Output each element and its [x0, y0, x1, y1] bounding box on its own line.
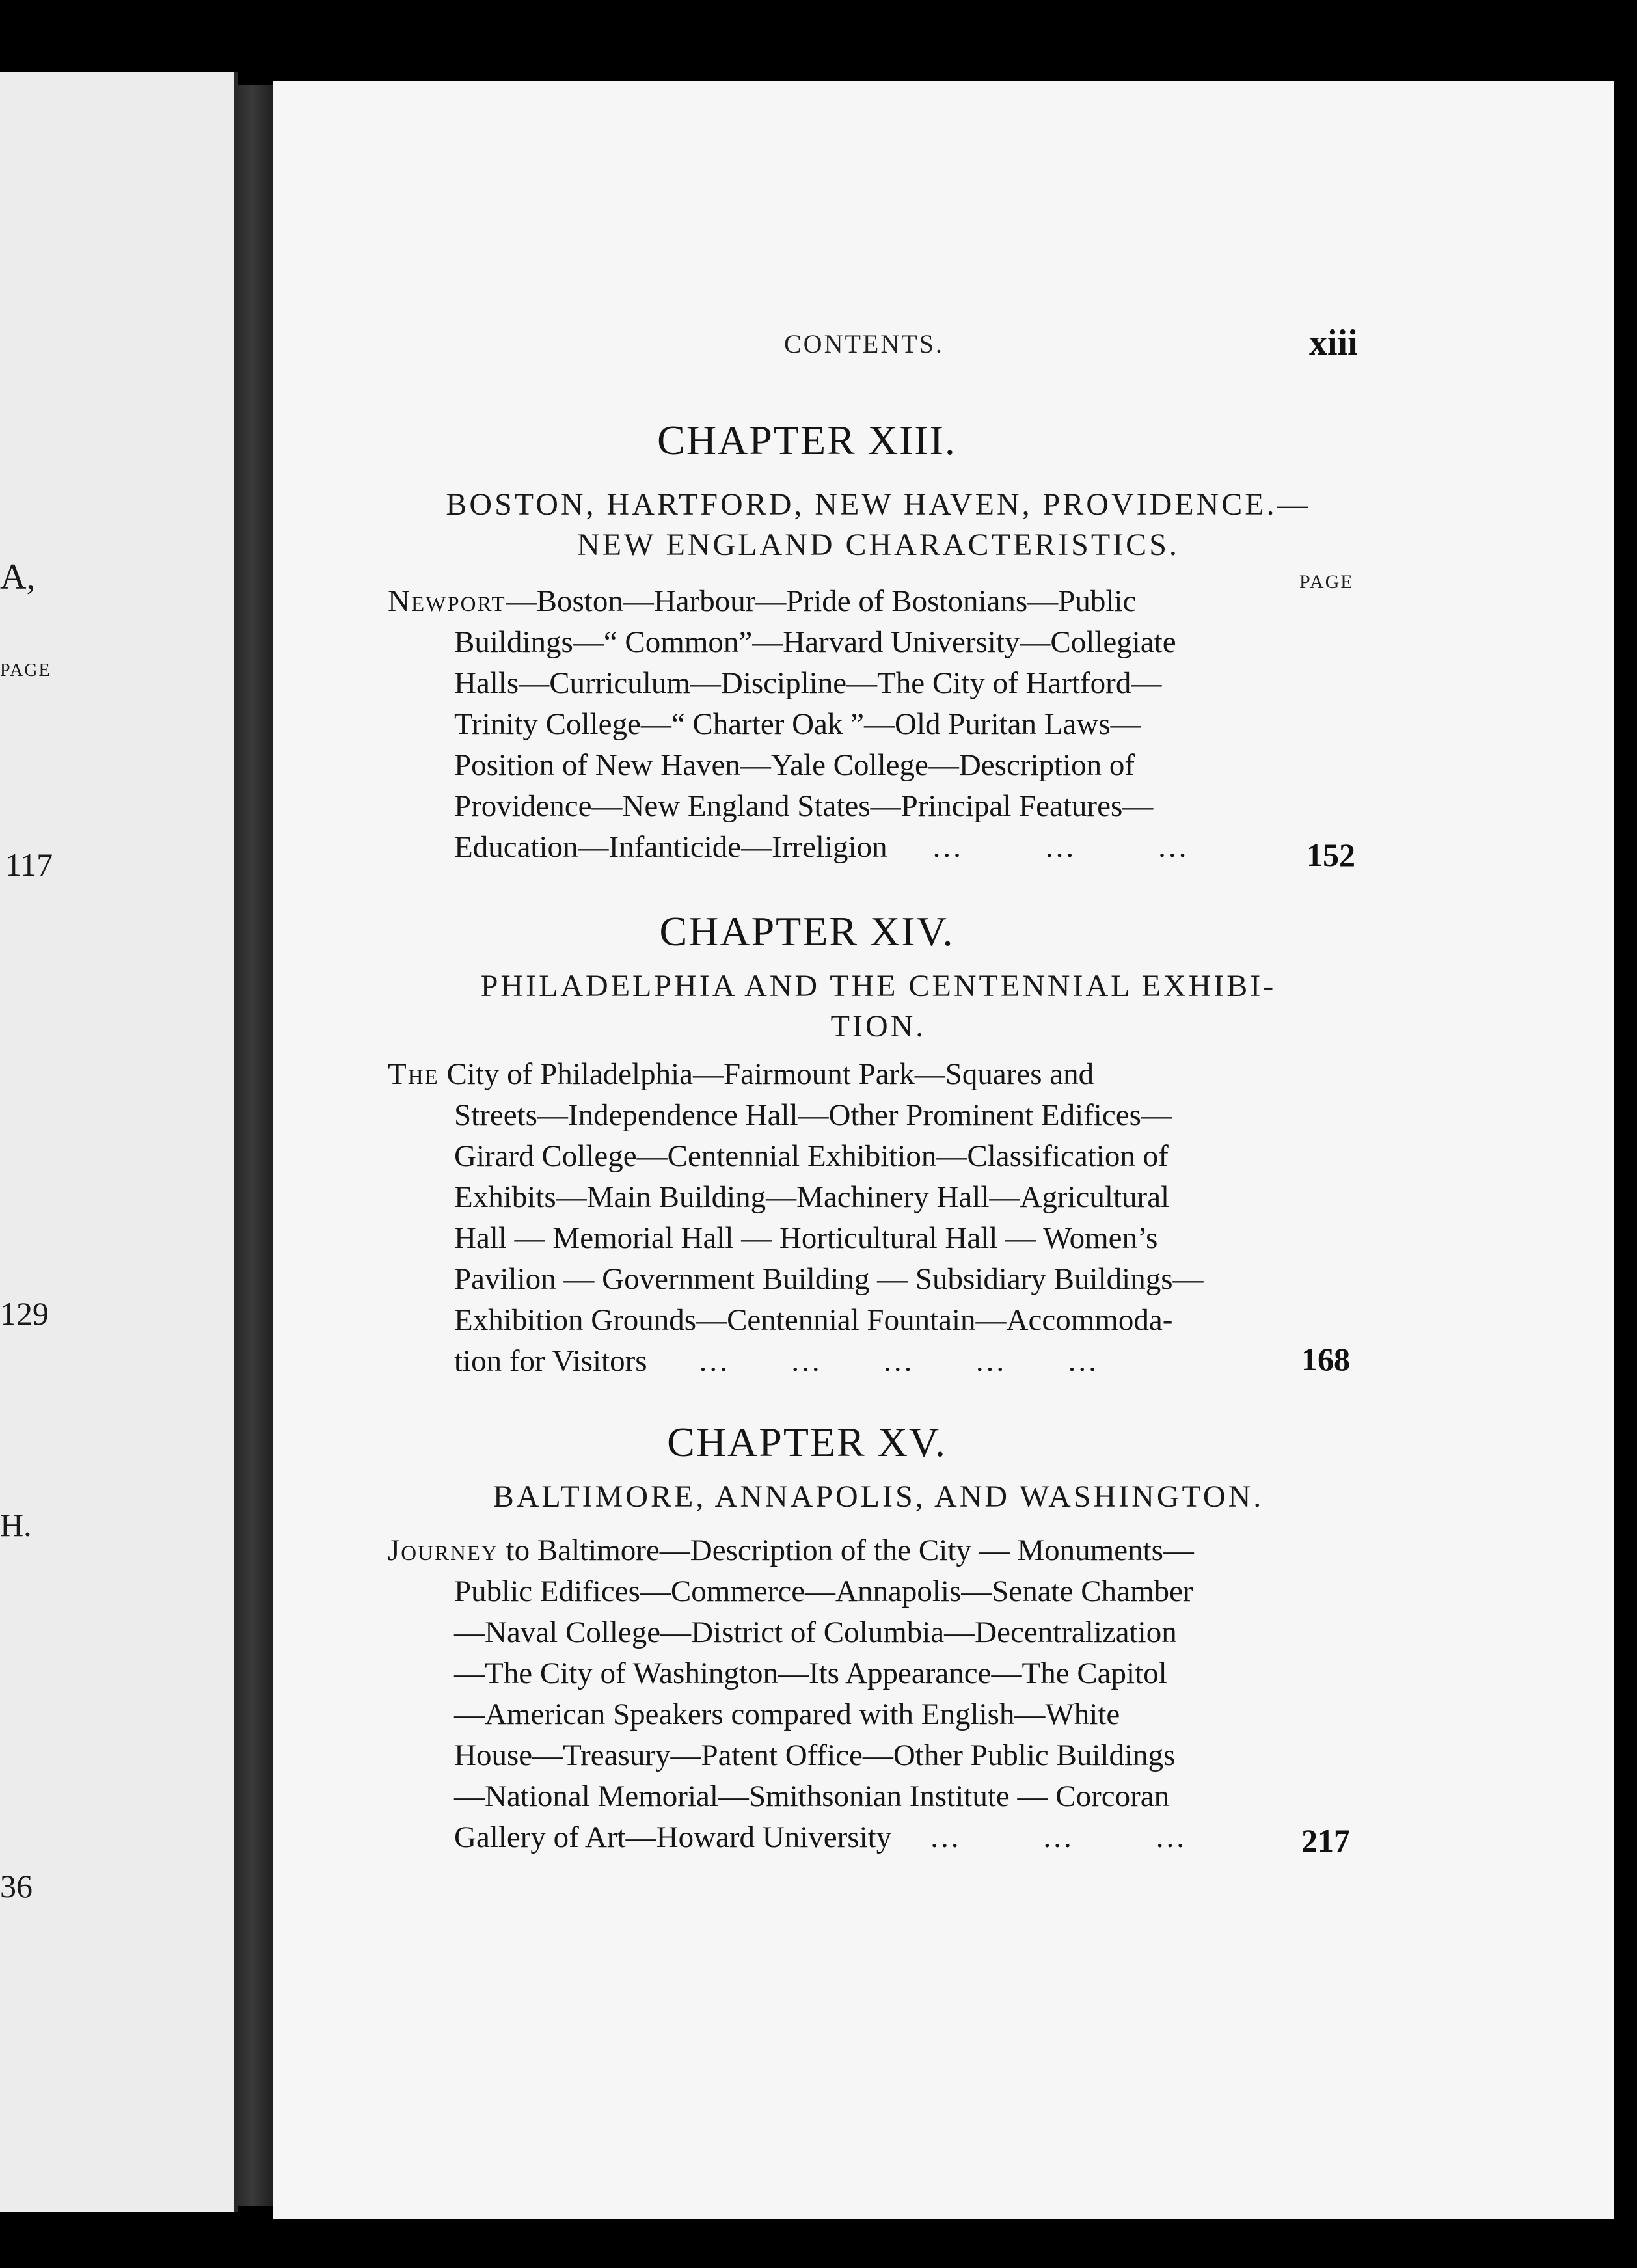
- previous-page-edge: [0, 72, 238, 2212]
- summary-lead-word: Journey: [388, 1533, 498, 1567]
- summary-line: House—Treasury—Patent Office—Other Public Buildings: [454, 1738, 1176, 1772]
- prev-page-fragment-h: H.: [0, 1507, 32, 1543]
- summary-lead-word: The: [388, 1057, 439, 1091]
- chapter-xiv-subtitle-line: TION.: [830, 1009, 927, 1044]
- summary-line: —Boston—Harbour—Pride of Bostonians—Public: [506, 584, 1137, 618]
- prev-page-fragment-117: 117: [5, 846, 53, 883]
- summary-line: Pavilion — Government Building — Subsidiary Buildings—: [454, 1262, 1204, 1296]
- chapter-xiv-subtitle: [384, 966, 1373, 1047]
- summary-line: to Baltimore—Description of the City — Monuments—: [498, 1533, 1194, 1567]
- summary-line: Buildings—“ Common”—Harvard University—Collegiate: [454, 625, 1176, 659]
- page-column-label: PAGE: [1299, 571, 1354, 593]
- summary-line: —Naval College—District of Columbia—Decentralization: [454, 1615, 1177, 1649]
- page-folio: xiii: [1309, 323, 1358, 363]
- summary-line: Hall — Memorial Hall — Horticultural Hall — Women’s: [454, 1221, 1158, 1255]
- summary-lead-word: Newport: [388, 584, 506, 618]
- chapter-xiv-subtitle-line: PHILADELPHIA AND THE CENTENNIAL EXHIBI-: [480, 969, 1277, 1003]
- chapter-xiii-summary: [388, 581, 1299, 868]
- running-title: CONTENTS.: [784, 329, 944, 358]
- chapter-xiii-subtitle-line: NEW ENGLAND CHARACTERISTICS.: [577, 528, 1180, 562]
- chapter-xiv-summary: [388, 1054, 1299, 1382]
- summary-line: Streets—Independence Hall—Other Prominent Edifices—: [454, 1098, 1172, 1132]
- chapter-xiv-page-number: 168: [1301, 1341, 1350, 1377]
- chapter-xiv-title: CHAPTER XIV.: [659, 908, 954, 954]
- summary-line: Public Edifices—Commerce—Annapolis—Senate Chamber: [454, 1574, 1193, 1608]
- book-gutter: [238, 85, 273, 2206]
- chapter-xv-page-number: 217: [1301, 1822, 1350, 1859]
- dot-leaders: ... ... ... ... ...: [699, 1344, 1099, 1378]
- chapter-xv-subtitle-line: BALTIMORE, ANNAPOLIS, AND WASHINGTON.: [493, 1479, 1264, 1514]
- summary-line: City of Philadelphia—Fairmount Park—Squares and: [439, 1057, 1094, 1091]
- chapter-xiii-subtitle-line: BOSTON, HARTFORD, NEW HAVEN, PROVIDENCE.—: [446, 487, 1311, 522]
- dot-leaders: ... ... ...: [932, 830, 1189, 864]
- summary-line: Trinity College—“ Charter Oak ”—Old Puritan Laws—: [454, 707, 1141, 741]
- summary-line: tion for Visitors: [454, 1344, 647, 1378]
- summary-line: Providence—New England States—Principal Features—: [454, 789, 1154, 823]
- dot-leaders: ... ... ...: [930, 1820, 1187, 1854]
- prev-page-fragment-page: PAGE: [0, 660, 51, 681]
- prev-page-fragment-a: A,: [0, 557, 36, 597]
- summary-line: Exhibition Grounds—Centennial Fountain—Accommoda-: [454, 1303, 1173, 1337]
- summary-line: Education—Infanticide—Irreligion: [454, 830, 887, 864]
- summary-line: —The City of Washington—Its Appearance—The Capitol: [454, 1656, 1167, 1690]
- summary-line: —National Memorial—Smithsonian Institute — Corcoran: [454, 1779, 1170, 1813]
- prev-page-fragment-129: 129: [0, 1295, 49, 1332]
- chapter-xv-title: CHAPTER XV.: [667, 1419, 947, 1465]
- chapter-xiii-page-number: 152: [1306, 837, 1355, 873]
- summary-line: Position of New Haven—Yale College—Description of: [454, 748, 1135, 782]
- chapter-xv-subtitle: [384, 1477, 1373, 1517]
- summary-line: Exhibits—Main Building—Machinery Hall—Agricultural: [454, 1180, 1170, 1214]
- summary-line: —American Speakers compared with English—White: [454, 1697, 1120, 1731]
- summary-line: Gallery of Art—Howard University: [454, 1820, 892, 1854]
- prev-page-fragment-36: 36: [0, 1868, 33, 1904]
- chapter-xiii-subtitle: [384, 485, 1373, 565]
- summary-line: Halls—Curriculum—Discipline—The City of Hartford—: [454, 666, 1162, 700]
- chapter-xv-summary: [388, 1530, 1299, 1858]
- summary-line: Girard College—Centennial Exhibition—Classification of: [454, 1139, 1169, 1173]
- chapter-xiii-title: CHAPTER XIII.: [657, 417, 956, 463]
